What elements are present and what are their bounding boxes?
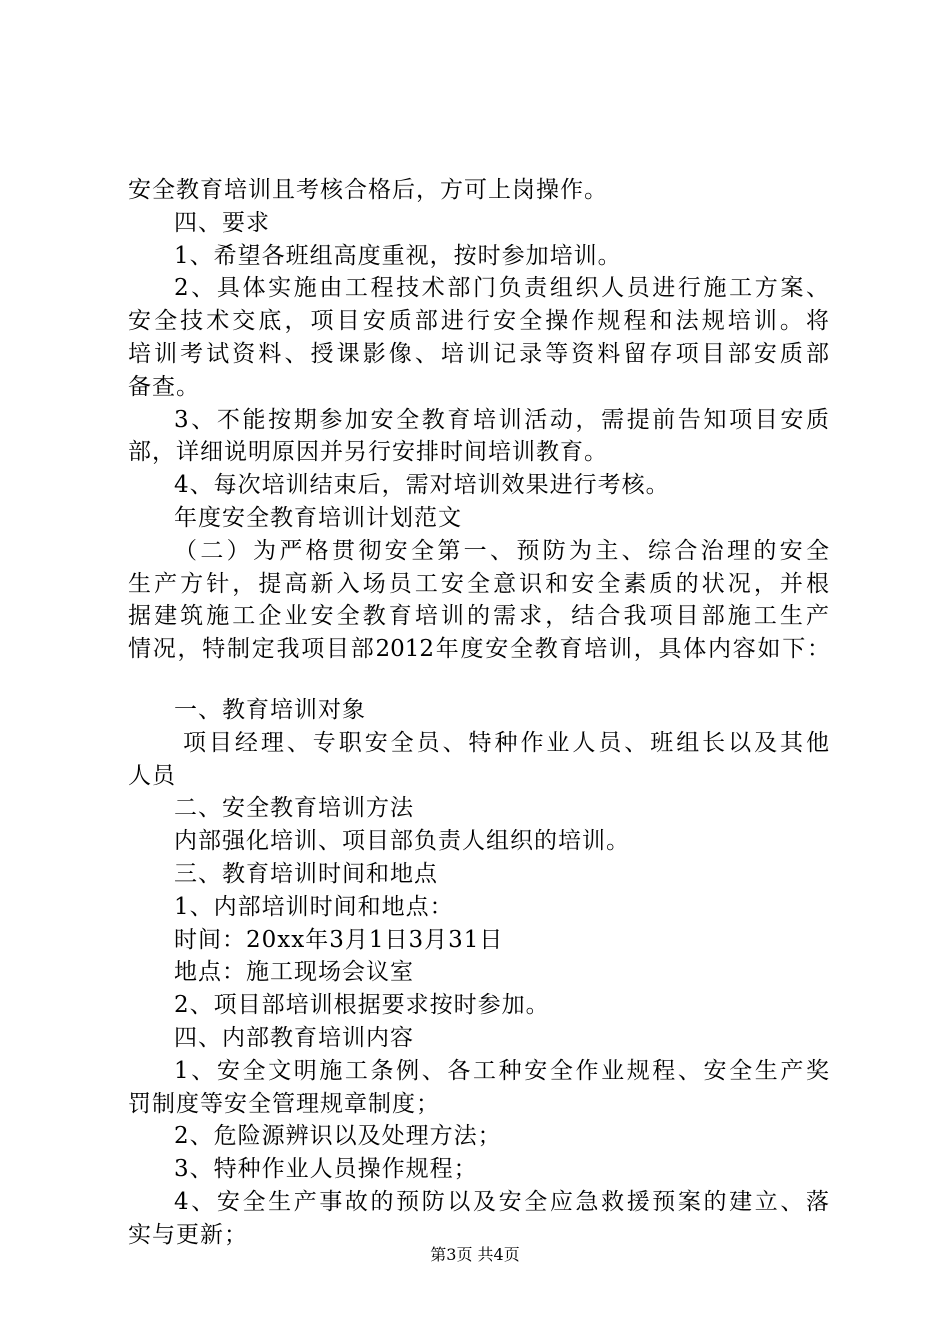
text-line: 部，详细说明原因并另行安排时间培训教育。 — [128, 439, 608, 466]
document-subtitle: 年度安全教育培训计划范文 — [174, 504, 462, 531]
text-line: 人员 — [128, 762, 176, 789]
text-line: 2、项目部培训根据要求按时参加。 — [174, 992, 550, 1019]
text-line: 1、内部培训时间和地点： — [174, 893, 454, 920]
text-line: 备查。 — [128, 373, 200, 400]
document-body — [128, 174, 830, 1252]
text-line: 培训考试资料、授课影像、培训记录等资料留存项目部安质部 — [128, 340, 830, 367]
section-heading: 四、内部教育培训内容 — [174, 1024, 414, 1051]
text-line: 4、每次培训结束后，需对培训效果进行考核。 — [174, 472, 670, 499]
text-line: 生产方针，提高新入场员工安全意识和安全素质的状况，并根 — [128, 570, 830, 597]
text-line: 3、特种作业人员操作规程； — [174, 1156, 478, 1183]
text-line: 时间：20xx年3月1日3月31日 — [174, 926, 504, 953]
text-line: 2、危险源辨识以及处理方法； — [174, 1123, 502, 1150]
text-line: 罚制度等安全管理规章制度； — [128, 1090, 440, 1117]
text-line: 1、希望各班组高度重视，按时参加培训。 — [174, 242, 622, 269]
text-line: 3、不能按期参加安全教育培训活动，需提前告知项目安质 — [174, 406, 830, 433]
text-line: 情况，特制定我项目部2012年度安全教育培训，具体内容如下： — [128, 636, 830, 663]
text-line: 项目经理、专职安全员、特种作业人员、班组长以及其他 — [183, 729, 830, 756]
text-line: 地点：施工现场会议室 — [174, 959, 414, 986]
text-line: 实与更新； — [128, 1221, 248, 1248]
paragraph-gap — [128, 666, 830, 694]
text-line: 1、安全文明施工条例、各工种安全作业规程、安全生产奖 — [174, 1057, 830, 1084]
text-line: 2、具体实施由工程技术部门负责组织人员进行施工方案、 — [174, 275, 830, 302]
page-number-footer: 第3页 共4页 — [430, 1245, 520, 1264]
text-line: 4、安全生产事故的预防以及安全应急救援预案的建立、落 — [174, 1188, 830, 1215]
section-heading: 四、要求 — [174, 209, 270, 236]
text-line: 安全技术交底，项目安质部进行安全操作规程和法规培训。将 — [128, 308, 830, 335]
text-line: （二）为严格贯彻安全第一、预防为主、综合治理的安全 — [174, 537, 830, 564]
section-heading: 三、教育培训时间和地点 — [174, 860, 438, 887]
section-heading: 一、教育培训对象 — [174, 696, 366, 723]
text-line: 内部强化培训、项目部负责人组织的培训。 — [174, 828, 630, 855]
text-line: 据建筑施工企业安全教育培训的需求，结合我项目部施工生产 — [128, 603, 830, 630]
text-line: 安全教育培训且考核合格后，方可上岗操作。 — [128, 177, 608, 203]
section-heading: 二、安全教育培训方法 — [174, 795, 414, 822]
